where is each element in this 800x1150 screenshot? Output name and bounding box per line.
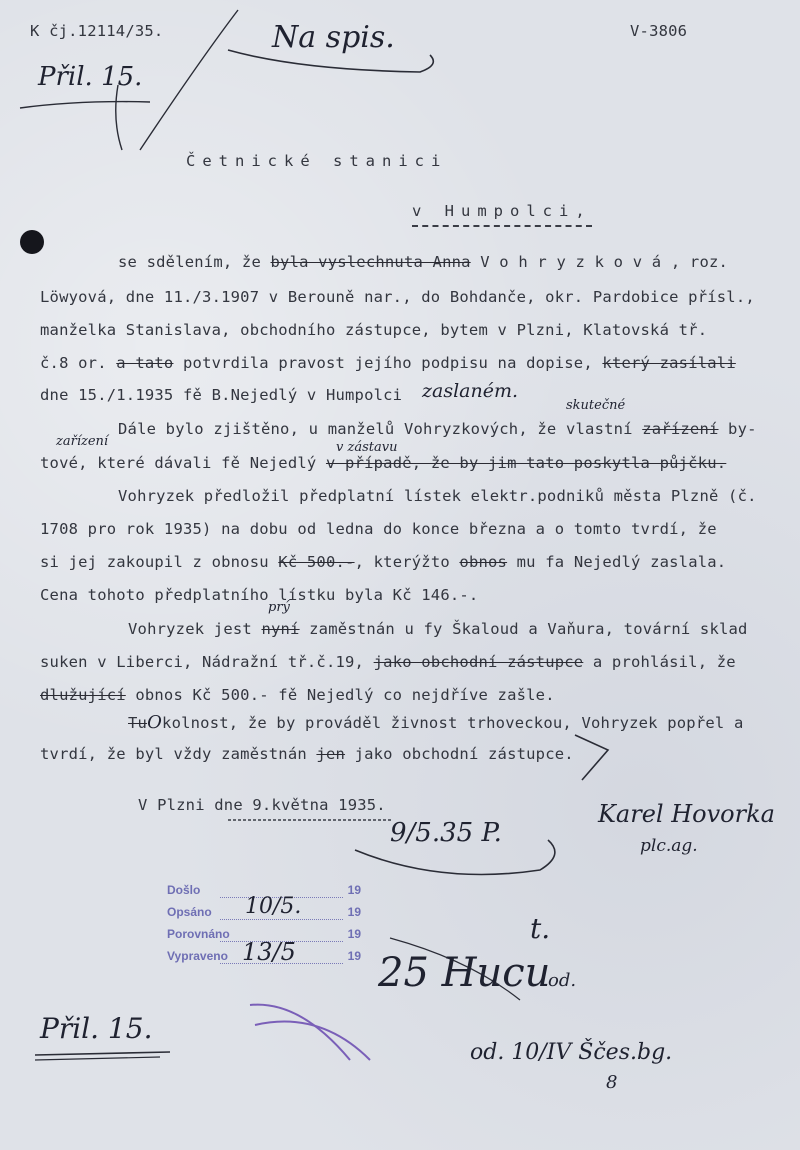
handwritten-na-spis: Na spis. [272,20,395,55]
address-line-2: v Humpolci, [412,202,592,227]
document-code: V-3806 [630,22,688,40]
handwritten-suffix: od. [548,970,577,991]
handwritten-note: od. 10/IV Ščes.bg. [470,1040,673,1065]
attachment-note-bottom: Přil. 15. [40,1012,153,1045]
body-line: TuOkolnost, že by prováděl živnost trhoveckou, Vohryzek popřel a [128,712,744,733]
body-line: dlužující obnos Kč 500.- fě Nejedlý co nejdříve zašle. [40,686,555,704]
body-line: Cena tohoto předplatního lístku byla Kč 146.-. [40,586,479,604]
handwritten-signature-2: 25 Hucu [378,950,551,996]
handwritten-insertion: skutečné [566,398,626,413]
handwritten-date: 9/5.35 P. [390,818,502,848]
stamp-date-vypraveno: 13/5 [242,938,296,966]
handwritten-insertion: prý [268,600,290,615]
signature: Karel Hovorka [598,800,775,828]
handwritten-note-number: 8 [606,1072,618,1093]
handwritten-correction: zaslaném. [422,380,519,402]
handwritten-insertion: zařízení [56,434,109,449]
body-line: č.8 or. a tato potvrdila pravost jejího podpisu na dopise, který zasílali [40,354,736,372]
place-and-date: V Plzni dne 9.května 1935. [138,796,386,814]
body-line: Vohryzek předložil předplatní lístek elektr.podniků města Plzně (č. [118,487,757,505]
stamp-date-opsano: 10/5. [245,894,302,919]
body-line: dne 15./1.1935 fě B.Nejedlý v Humpolci [40,386,403,404]
body-line: 1708 pro rok 1935) na dobu od ledna do konce března a o tomto tvrdí, že [40,520,717,538]
body-line: si jej zakoupil z obnosu Kč 500.-, kterýžto obnos mu fa Nejedlý zaslala. [40,553,727,571]
handwritten-initial: t. [530,912,551,945]
body-line: Löwyová, dne 11./3.1907 v Berouně nar., do Bohdanče, okr. Pardobice přísl., [40,288,755,306]
body-line: manželka Stanislava, obchodního zástupce, bytem v Plzni, Klatovská tř. [40,321,708,339]
body-line: se sdělením, že byla vyslechnuta Anna V o h r y z k o v á , roz. [118,253,729,271]
body-line: tové, které dávali fě Nejedlý v případě, že by jim tato poskytla půjčku. [40,454,727,472]
address-line-1: Četnické stanici [186,152,448,170]
registry-stamp: Došlo 19 Opsáno 19 Porovnáno 19 Vypraveno 19 [167,883,361,963]
handwritten-insertion: v zástavu [336,440,398,455]
attachment-note-top: Přil. 15. [38,62,143,92]
body-line: Vohryzek jest nyní zaměstnán u fy Škaloud a Vaňura, tovární sklad [128,620,748,638]
body-line: Dále bylo zjištěno, u manželů Vohryzkových, že vlastní zařízení by- [118,420,757,438]
reference-number: K čj.12114/35. [30,22,164,40]
body-line: suken v Liberci, Nádražní tř.č.19, jako obchodní zástupce a prohlásil, že [40,653,736,671]
body-line: tvrdí, že byl vždy zaměstnán jen jako obchodní zástupce. [40,745,574,763]
signature-title: plc.ag. [640,836,698,856]
